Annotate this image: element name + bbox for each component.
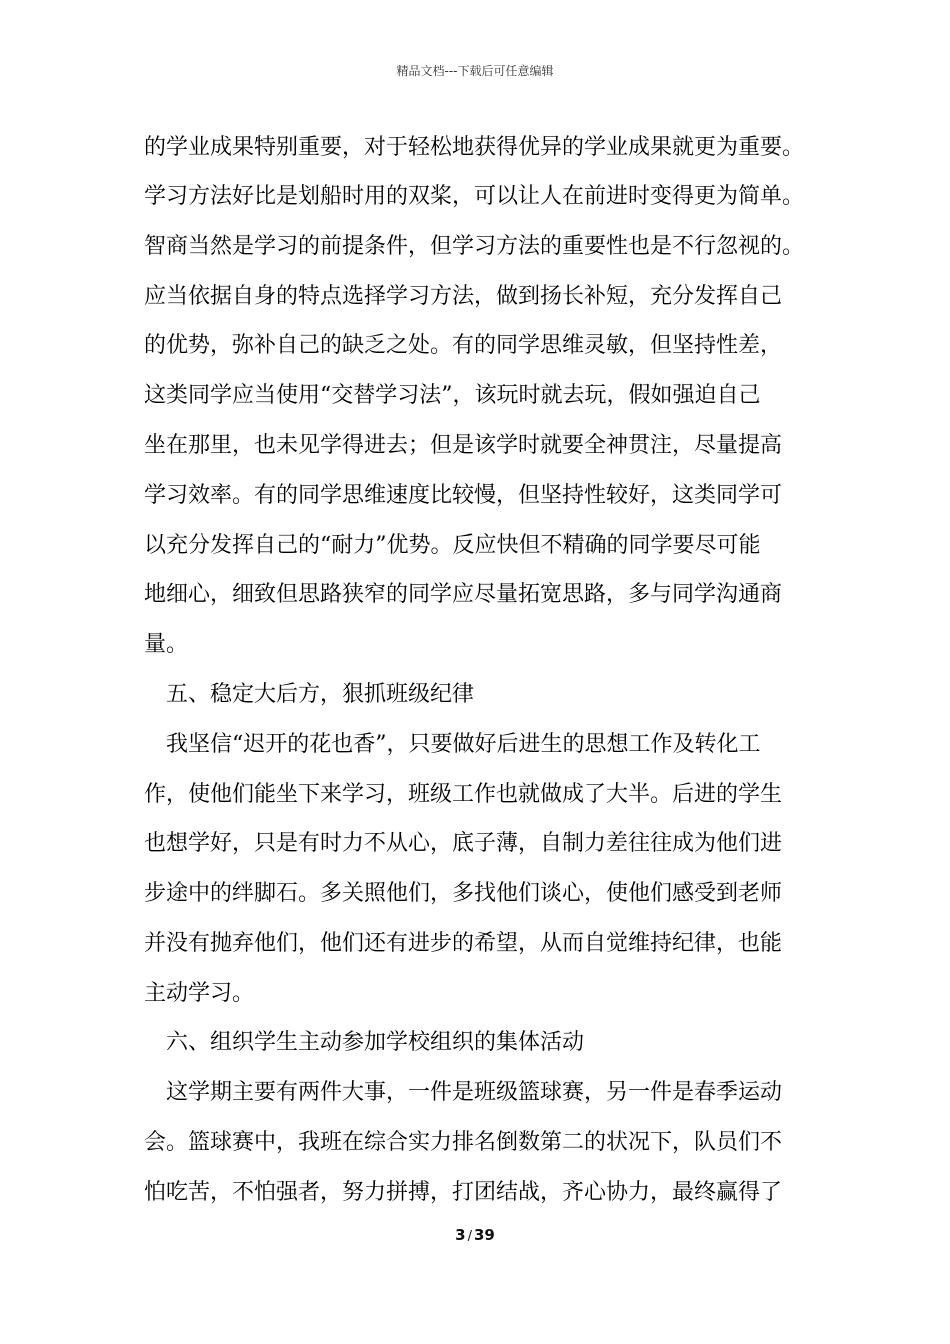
text-line: 的优势，弥补自己的缺乏之处。有的同学思维灵敏，但坚持性差，	[144, 333, 783, 358]
text-line: 这学期主要有两件大事，一件是班级篮球赛，另一件是春季运动	[166, 1080, 783, 1105]
text-line: 并没有抛弃他们，他们还有进步的希望，从而自觉维持纪律，也能	[144, 931, 783, 956]
text-line: 学习效率。有的同学思维速度比较慢，但坚持性较好，这类同学可	[144, 483, 783, 508]
section-heading: 五、稳定大后方，狠抓班级纪律	[166, 682, 475, 707]
text-line: 这类同学应当使用“交替学习法”，该玩时就去玩，假如强迫自己	[144, 383, 761, 408]
text-line: 量。	[144, 632, 189, 657]
section-heading: 六、组织学生主动参加学校组织的集体活动	[166, 1030, 585, 1055]
text-line: 应当依据自身的特点选择学习方法，做到扬长补短，充分发挥自己	[144, 284, 783, 309]
text-line: 的学业成果特别重要，对于轻松地获得优异的学业成果就更为重要。	[144, 135, 805, 160]
text-line: 我坚信“迟开的花也香”，只要做好后进生的思想工作及转化工	[166, 732, 761, 757]
page-number	[0, 1226, 950, 1244]
page-header: 精品文档---下载后可任意编辑	[396, 64, 554, 78]
text-line: 主动学习。	[144, 981, 255, 1006]
text-line: 学习方法好比是划船时用的双桨，可以让人在前进时变得更为简单。	[144, 184, 805, 209]
total-pages: 39	[473, 1226, 495, 1244]
text-line: 地细心，细致但思路狭窄的同学应尽量拓宽思路，多与同学沟通商	[144, 582, 783, 607]
text-line: 智商当然是学习的前提条件，但学习方法的重要性也是不行忽视的。	[144, 234, 805, 259]
text-line: 坐在那里，也未见学得进去；但是该学时就要全神贯注，尽量提高	[144, 433, 783, 458]
text-line: 以充分发挥自己的“耐力”优势。反应快但不精确的同学要尽可能	[144, 533, 761, 558]
text-line: 也想学好，只是有时力不从心，底子薄，自制力差往往成为他们进	[144, 831, 783, 856]
text-line: 作，使他们能坐下来学习，班级工作也就做成了大半。后进的学生	[144, 782, 783, 807]
text-line: 怕吃苦，不怕强者，努力拼搏，打团结战，齐心协力，最终赢得了	[144, 1180, 783, 1205]
text-line: 步途中的绊脚石。多关照他们，多找他们谈心，使他们感受到老师	[144, 881, 783, 906]
current-page: 3	[455, 1226, 466, 1244]
page-separator: /	[467, 1229, 472, 1244]
text-line: 会。篮球赛中，我班在综合实力排名倒数第二的状况下，队员们不	[144, 1130, 783, 1155]
